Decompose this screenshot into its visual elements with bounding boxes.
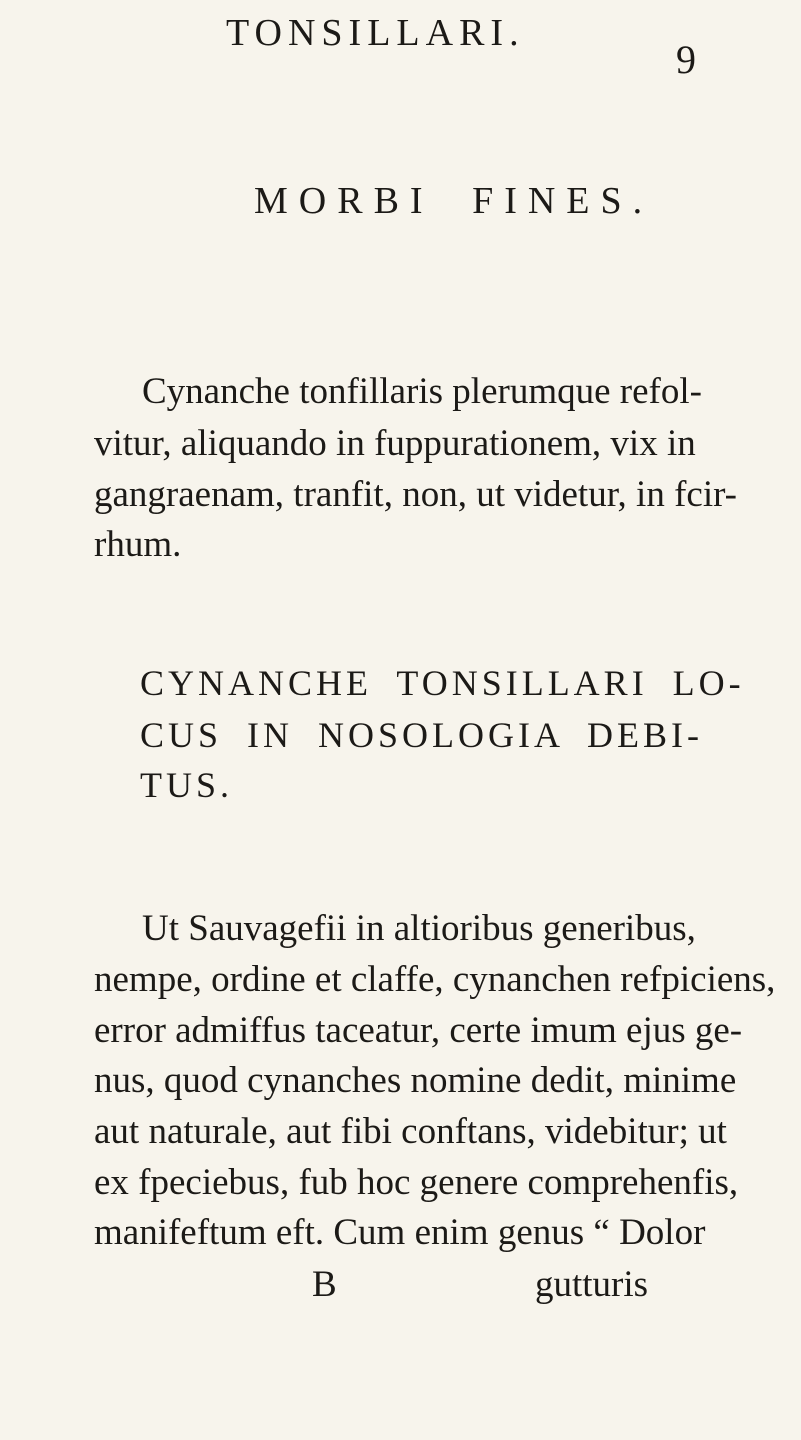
section-heading-morbi-fines: MORBI FINES. (254, 180, 654, 222)
paragraph-line: error admiffus taceatur, certe imum ejus ge- (94, 1010, 743, 1051)
paragraph-line: Ut Sauvagefii in altioribus generibus, (142, 908, 696, 949)
catchword: gutturis (535, 1264, 649, 1305)
paragraph-line: gangraenam, tranfit, non, ut videtur, in fcir- (94, 474, 738, 515)
paragraph-line: ex fpeciebus, fub hoc genere comprehenfis, (94, 1162, 739, 1203)
paragraph-line: nempe, ordine et claffe, cynanchen refpiciens, (94, 959, 776, 1000)
signature-mark: B (312, 1264, 337, 1305)
paragraph-line: nus, quod cynanches nomine dedit, minime (94, 1060, 737, 1101)
section-heading-line: CYNANCHE TONSILLARI LO- (140, 663, 745, 703)
paragraph-line: manifeftum eft. Cum enim genus “ Dolor (94, 1212, 706, 1253)
paragraph-line: Cynanche tonfillaris plerumque refol- (142, 371, 702, 412)
running-head: TONSILLARI. (226, 12, 525, 54)
paragraph-line: aut naturale, aut fibi conftans, videbitur; ut (94, 1111, 727, 1152)
section-heading-line: TUS. (140, 765, 234, 805)
paragraph-line: vitur, aliquando in fuppurationem, vix in (94, 423, 696, 464)
section-heading-line: CUS IN NOSOLOGIA DEBI- (140, 715, 703, 755)
page-number: 9 (676, 37, 696, 82)
paragraph-line: rhum. (94, 524, 182, 565)
